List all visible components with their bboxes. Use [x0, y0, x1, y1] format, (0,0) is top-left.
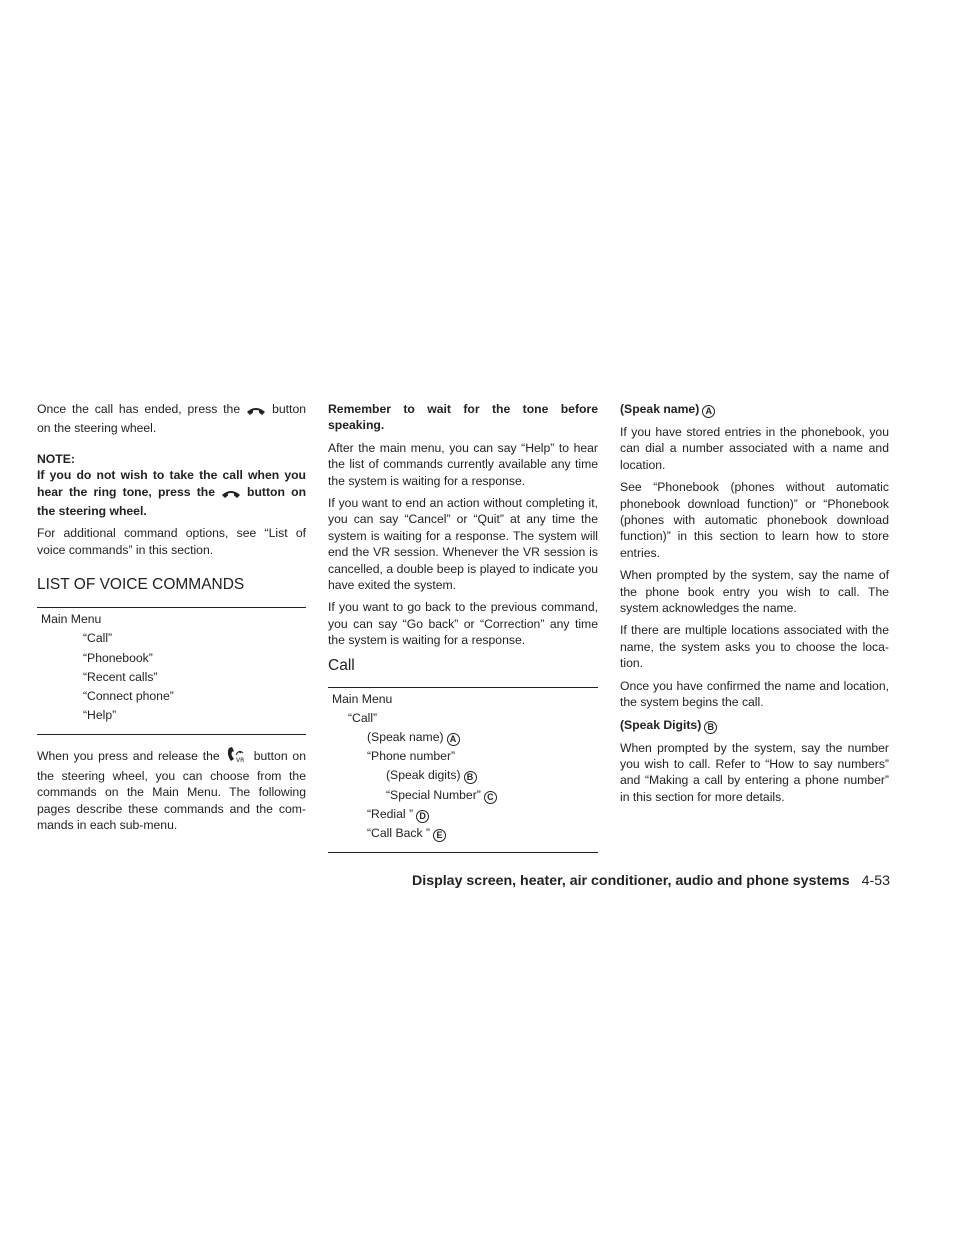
- confirmed-paragraph: Once you have confirmed the name and location, the system begins the call.: [620, 678, 889, 710]
- call-menu-special-number: [328, 786, 598, 805]
- call-menu-speak-digits: [328, 766, 598, 785]
- phone-hangup-icon: [221, 487, 241, 503]
- note-paragraph: [37, 467, 306, 519]
- see-phonebook-paragraph: See “Phonebook (phones without automatic phonebook download function)” or “Phonebook (phones with automatic phonebook download function)” in this section to learn how to store entries.: [620, 480, 889, 560]
- call-title: Call: [328, 656, 355, 674]
- call-menu-call-back: [328, 824, 598, 843]
- column-middle: [328, 401, 598, 865]
- call-ended-paragraph: [37, 401, 306, 437]
- column-left: [37, 401, 306, 839]
- call-ended-text-a: Once the call has ended, press the: [37, 402, 241, 416]
- call-menu-main: Main Menu: [332, 691, 393, 706]
- press-release-text-b: button on the steering wheel, you can choose from the commands on the Main Menu. The following pages describe these commands and the com-mands in each sub-menu.: [37, 749, 306, 832]
- svg-text:VR: VR: [235, 757, 244, 764]
- badge-c: C: [484, 791, 497, 804]
- main-menu-box: [37, 607, 306, 735]
- menu-item-phonebook: “Phonebook”: [83, 650, 153, 665]
- column-right: [620, 401, 889, 811]
- menu-item-connect-phone: “Connect phone”: [83, 689, 174, 703]
- badge-b: B: [704, 721, 717, 734]
- footer-title: Display screen, heater, air conditioner, audio and phone systems: [412, 873, 850, 889]
- say-number-paragraph: When prompted by the system, say the number you wish to call. Refer to “How to say numbers” and “Making a call by entering a phone number” in this section for more details.: [620, 740, 889, 804]
- multiple-locations-paragraph: If there are multiple locations associated with the name, the system asks you to choose the loca-tion.: [620, 623, 889, 671]
- menu-item-recent-calls: “Recent calls”: [83, 669, 158, 684]
- stored-entries-paragraph: If you have stored entries in the phonebook, you can dial a number associated with a name and location.: [620, 425, 889, 472]
- phone-hangup-icon: [246, 404, 266, 420]
- say-name-paragraph: When prompted by the system, say the name of the phone book entry you wish to call. The system acknowledges the name.: [620, 568, 889, 616]
- call-back-label: “Call Back ”: [367, 826, 430, 840]
- note-text-b: button on the steering wheel.: [37, 484, 307, 519]
- call-menu-phone-number: “Phone number”: [367, 749, 456, 764]
- page-number: 4-53: [861, 873, 890, 889]
- special-number-label: “Special Number”: [386, 787, 481, 802]
- speak-name-heading: [620, 401, 889, 418]
- section-title: LIST OF VOICE COMMANDS: [37, 576, 245, 594]
- speak-digits-heading: [620, 717, 889, 734]
- badge-a: A: [447, 733, 460, 746]
- page-footer: [300, 872, 890, 890]
- speak-digits-label: (Speak digits): [386, 768, 461, 783]
- speak-digits-heading-text: (Speak Digits): [620, 717, 702, 732]
- menu-item-help: “Help”: [83, 708, 117, 723]
- go-back-paragraph: If you want to go back to the previous command, you can say “Go back” or “Correction” any time the system is waiting for a response.: [328, 600, 598, 648]
- call-menu-call: “Call”: [348, 710, 378, 725]
- menu-title: Main Menu: [41, 612, 102, 627]
- speak-name-heading-text: (Speak name): [620, 402, 700, 416]
- call-menu-box: [328, 687, 598, 854]
- speak-name-label: (Speak name): [367, 730, 444, 745]
- call-menu-redial: [328, 805, 598, 824]
- cancel-paragraph: If you want to end an action without completing it, you can say “Cancel” or “Quit” at any time the system is waiting for a response. The system will end the VR session. Whenever the VR session is cancelled, a double beep is played to indicate you have exited the system.: [328, 496, 598, 593]
- remember-paragraph: Remember to wait for the tone before speaking.: [328, 402, 598, 433]
- redial-label: “Redial ”: [367, 806, 414, 821]
- help-paragraph: After the main menu, you can say “Help” to hear the list of commands currently available any time the system is waiting for a response.: [328, 440, 598, 488]
- note-heading: NOTE:: [37, 451, 75, 466]
- additional-options-paragraph: For additional command options, see “List of voice commands” in this section.: [37, 526, 306, 557]
- note-text-a: If you do not wish to take the call when you hear the ring tone, press the: [37, 468, 306, 499]
- badge-b: B: [464, 771, 477, 784]
- badge-e: E: [433, 829, 446, 842]
- call-ended-text-b: button on the steering wheel.: [37, 402, 306, 436]
- badge-a: A: [702, 405, 715, 418]
- press-release-paragraph: [37, 747, 306, 833]
- call-menu-speak-name: [328, 728, 598, 747]
- badge-d: D: [416, 810, 429, 823]
- press-release-text-a: When you press and release the: [37, 749, 220, 764]
- phone-talk-icon: [226, 747, 248, 767]
- menu-item-call: “Call”: [83, 631, 113, 646]
